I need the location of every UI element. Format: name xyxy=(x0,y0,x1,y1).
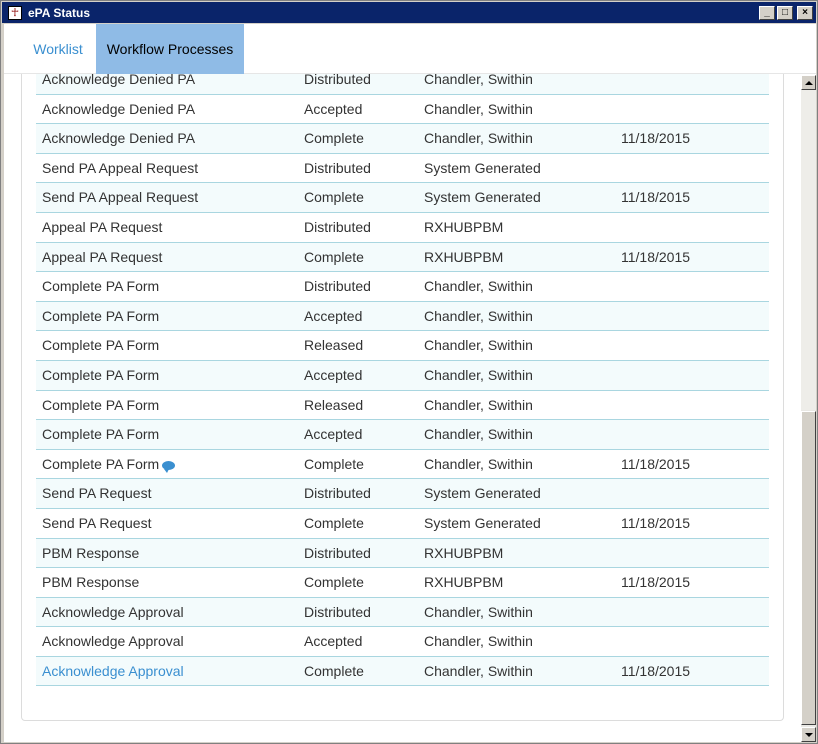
task-cell: Acknowledge Denied PA xyxy=(42,74,196,87)
vertical-scrollbar[interactable] xyxy=(801,75,816,742)
status-cell: Complete xyxy=(304,189,364,206)
task-cell: Acknowledge Approval xyxy=(42,633,184,650)
task-cell: Acknowledge Denied PA xyxy=(42,130,196,147)
user-cell: Chandler, Swithin xyxy=(424,307,533,324)
user-cell: Chandler, Swithin xyxy=(424,130,533,147)
table-row[interactable] xyxy=(36,391,769,421)
scroll-up-button[interactable] xyxy=(801,75,816,90)
table-row[interactable] xyxy=(36,657,769,687)
status-cell: Distributed xyxy=(304,218,371,235)
status-cell: Accepted xyxy=(304,100,363,117)
task-cell: Complete PA Form xyxy=(42,307,160,324)
task-cell: Send PA Request xyxy=(42,514,152,531)
table-row[interactable] xyxy=(36,95,769,125)
user-cell: RXHUBPBM xyxy=(424,544,504,561)
table-row[interactable] xyxy=(36,479,769,509)
table-row[interactable] xyxy=(36,74,769,95)
workflow-table xyxy=(36,74,769,686)
status-cell: Released xyxy=(304,337,364,354)
user-cell: System Generated xyxy=(424,485,541,502)
user-cell: Chandler, Swithin xyxy=(424,662,533,679)
scroll-track[interactable] xyxy=(801,90,816,410)
task-cell: Acknowledge Denied PA xyxy=(42,100,196,117)
table-row[interactable] xyxy=(36,568,769,598)
task-cell: Send PA Request xyxy=(42,485,152,502)
status-cell: Distributed xyxy=(304,159,371,176)
task-cell[interactable]: Acknowledge Approval xyxy=(42,662,184,679)
tab-bar xyxy=(4,24,816,74)
task-cell: Complete PA Form xyxy=(42,426,160,443)
task-cell: Send PA Appeal Request xyxy=(42,159,199,176)
user-cell: Chandler, Swithin xyxy=(424,633,533,650)
table-row[interactable] xyxy=(36,213,769,243)
table-row[interactable] xyxy=(36,331,769,361)
date-cell: 11/18/2015 xyxy=(621,514,691,531)
table-row[interactable] xyxy=(36,361,769,391)
table-row[interactable] xyxy=(36,539,769,569)
task-cell: PBM Response xyxy=(42,544,140,561)
maximize-button[interactable]: □ xyxy=(777,6,793,20)
user-cell: System Generated xyxy=(424,189,541,206)
status-cell: Accepted xyxy=(304,633,363,650)
status-cell: Distributed xyxy=(304,74,371,87)
window-title: ePA Status xyxy=(28,5,91,20)
task-cell: Complete PA Form xyxy=(42,366,160,383)
task-cell: Complete PA Form xyxy=(42,337,160,354)
user-cell: Chandler, Swithin xyxy=(424,603,533,620)
status-cell: Accepted xyxy=(304,366,363,383)
user-cell: Chandler, Swithin xyxy=(424,278,533,295)
minimize-button[interactable]: _ xyxy=(759,6,775,20)
user-cell: Chandler, Swithin xyxy=(424,426,533,443)
date-cell: 11/18/2015 xyxy=(621,130,691,147)
status-cell: Released xyxy=(304,396,364,413)
scroll-down-button[interactable] xyxy=(801,727,816,742)
task-cell: Acknowledge Approval xyxy=(42,603,184,620)
date-cell: 11/18/2015 xyxy=(621,455,691,472)
user-cell: RXHUBPBM xyxy=(424,218,504,235)
table-row[interactable] xyxy=(36,420,769,450)
date-cell: 11/18/2015 xyxy=(621,574,691,591)
arrow-up-icon xyxy=(805,81,813,85)
status-cell: Complete xyxy=(304,130,364,147)
tab-workflow-processes[interactable]: Workflow Processes xyxy=(96,24,244,74)
task-cell: Send PA Appeal Request xyxy=(42,189,199,206)
task-cell: Appeal PA Request xyxy=(42,248,163,265)
table-row[interactable] xyxy=(36,302,769,332)
comment-icon[interactable] xyxy=(162,461,175,470)
title-bar[interactable] xyxy=(2,2,816,23)
task-cell: Appeal PA Request xyxy=(42,218,163,235)
status-cell: Complete xyxy=(304,574,364,591)
table-row[interactable] xyxy=(36,183,769,213)
task-cell: Complete PA Form xyxy=(42,450,175,479)
task-cell: PBM Response xyxy=(42,574,140,591)
user-cell: System Generated xyxy=(424,159,541,176)
status-cell: Complete xyxy=(304,455,364,472)
window-controls xyxy=(759,6,813,20)
status-cell: Distributed xyxy=(304,278,371,295)
task-cell: Complete PA Form xyxy=(42,278,160,295)
table-row[interactable] xyxy=(36,509,769,539)
status-cell: Accepted xyxy=(304,426,363,443)
status-cell: Complete xyxy=(304,248,364,265)
user-cell: RXHUBPBM xyxy=(424,248,504,265)
close-button[interactable]: × xyxy=(797,6,813,20)
scroll-thumb[interactable] xyxy=(801,411,816,725)
table-row[interactable] xyxy=(36,450,769,480)
status-cell: Complete xyxy=(304,514,364,531)
user-cell: RXHUBPBM xyxy=(424,574,504,591)
date-cell: 11/18/2015 xyxy=(621,248,691,265)
user-cell: Chandler, Swithin xyxy=(424,100,533,117)
table-row[interactable] xyxy=(36,272,769,302)
status-cell: Complete xyxy=(304,662,364,679)
user-cell: Chandler, Swithin xyxy=(424,396,533,413)
status-cell: Accepted xyxy=(304,307,363,324)
user-cell: Chandler, Swithin xyxy=(424,366,533,383)
status-cell: Distributed xyxy=(304,544,371,561)
arrow-down-icon xyxy=(805,733,813,737)
table-row[interactable] xyxy=(36,124,769,154)
table-row[interactable] xyxy=(36,627,769,657)
date-cell: 11/18/2015 xyxy=(621,662,691,679)
user-cell: Chandler, Swithin xyxy=(424,337,533,354)
task-cell: Complete PA Form xyxy=(42,396,160,413)
tab-worklist[interactable]: Worklist xyxy=(33,41,83,57)
workflow-processes-panel xyxy=(21,74,784,721)
status-cell: Distributed xyxy=(304,485,371,502)
date-cell: 11/18/2015 xyxy=(621,189,691,206)
table-row[interactable] xyxy=(36,154,769,184)
app-icon: ☥ xyxy=(8,6,22,20)
table-row[interactable] xyxy=(36,598,769,628)
client-area xyxy=(4,24,816,742)
user-cell: Chandler, Swithin xyxy=(424,455,533,472)
table-row[interactable] xyxy=(36,243,769,273)
user-cell: System Generated xyxy=(424,514,541,531)
user-cell: Chandler, Swithin xyxy=(424,74,533,87)
status-cell: Distributed xyxy=(304,603,371,620)
